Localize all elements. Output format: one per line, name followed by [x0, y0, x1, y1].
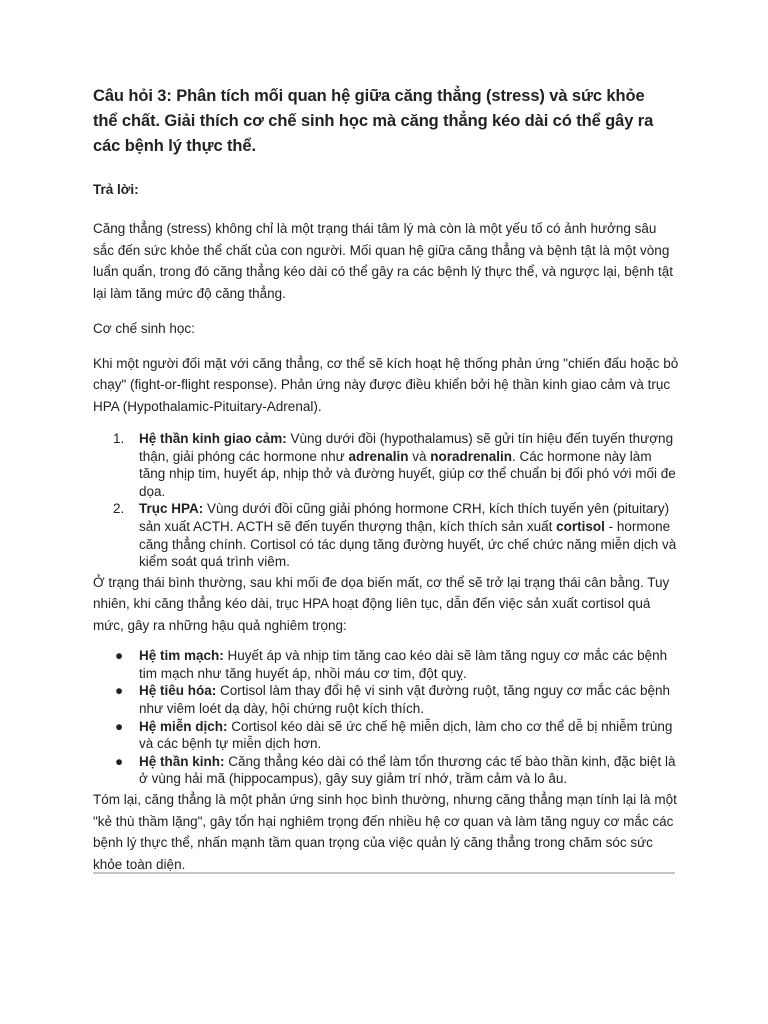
bullet-icon: ●: [115, 683, 124, 699]
item-bold-term: adrenalin: [348, 448, 409, 464]
bullet-icon: ●: [115, 718, 124, 734]
intro-paragraph: Căng thẳng (stress) không chỉ là một trạng thái tâm lý mà còn là một yếu tố có ảnh hưởng sâu sắc đến sức khỏe thể chất của con người. Mối quan hệ giữa căng thẳng và bệnh tật là một vòng luẩn quẩn, trong đó căng thẳng kéo dài có thể gây ra các bệnh lý thực thể, và ngược lại, bệnh tật lại làm tăng mức độ căng thẳng.: [93, 221, 674, 301]
conclusion-paragraph: Tóm lại, căng thẳng là một phản ứng sinh học bình thường, nhưng căng thẳng mạn tính lại là một "kẻ thù thầm lặng", gây tổn hại nghiêm trọng đến nhiều hệ cơ quan và làm tăng nguy cơ mắc các bệnh lý thực thể, nhấn mạnh tầm quan trọng của việc quản lý căng thẳng trong chăm sóc sức khỏe toàn diện.: [93, 792, 677, 872]
list-item: [93, 430, 679, 500]
item-title: Trục HPA:: [139, 501, 204, 517]
item-title: Hệ tiêu hóa:: [139, 683, 217, 699]
mechanism-label: Cơ chế sinh học:: [93, 321, 195, 336]
question-line-1: Câu hỏi 3: Phân tích mối quan hệ giữa căng thẳng (stress) và sức khỏe: [93, 87, 645, 105]
item-bold-term: noradrenalin: [430, 448, 512, 464]
question-line-3: các bệnh lý thực thể.: [93, 137, 256, 155]
bullet-icon: ●: [115, 648, 124, 664]
list-item: [93, 753, 679, 788]
item-text: - hormone căng thẳng chính. Cortisol có tác dụng tăng đường huyết, ức chế chức năng miễn dịch và kiểm soát quá trình viêm.: [139, 518, 677, 570]
fight-or-flight-paragraph: Khi một người đối mặt với căng thẳng, cơ thể sẽ kích hoạt hệ thống phản ứng "chiến đấu hoặc bỏ chạy" (fight-or-flight response). Phản ứng này được điều khiển bởi hệ thần kinh giao cảm và trục HPA (Hypothalamic-Pituitary-Adrenal).: [93, 355, 679, 414]
consequences-list: [93, 647, 679, 788]
answer-label: Trả lời:: [93, 182, 139, 197]
list-number: 1.: [113, 431, 125, 446]
list-item: [93, 500, 679, 570]
list-item: [93, 682, 679, 717]
item-title: Hệ thần kinh:: [139, 753, 225, 769]
horizontal-divider: [93, 872, 675, 874]
document-body: [93, 84, 679, 875]
item-text: Cortisol làm thay đổi hệ vi sinh vật đường ruột, tăng nguy cơ mắc các bệnh như viêm loét dạ dày, hội chứng ruột kích thích.: [139, 683, 670, 717]
list-number: 2.: [113, 501, 125, 517]
mechanism-list: [93, 430, 679, 571]
item-text: và: [408, 448, 431, 464]
item-text: Cortisol kéo dài sẽ ức chế hệ miễn dịch, làm cho cơ thể dễ bị nhiễm trùng và các bệnh tự miễn dịch hơn.: [139, 718, 673, 752]
item-text: Vùng dưới đồi (hypothalamus) sẽ gửi tín hiệu đến tuyến thượng thận, giải phóng các hormone như: [139, 431, 674, 464]
question-heading: [93, 84, 679, 159]
item-text: . Các hormone này làm tăng nhịp tim, huyết áp, nhịp thở và đường huyết, giúp cơ thể chuẩn bị đối phó với mối đe dọa.: [139, 448, 676, 499]
item-title: Hệ tim mạch:: [139, 648, 224, 664]
item-title: Hệ miễn dịch:: [139, 718, 228, 734]
bullet-icon: ●: [115, 753, 124, 769]
question-line-2: thể chất. Giải thích cơ chế sinh học mà căng thẳng kéo dài có thể gây ra: [93, 112, 654, 130]
item-text: Vùng dưới đồi cũng giải phóng hormone CRH, kích thích tuyến yên (pituitary) sản xuất ACTH. ACTH sẽ đến tuyến thượng thận, kích thích sản xuất: [139, 501, 670, 534]
item-text: Huyết áp và nhịp tim tăng cao kéo dài sẽ làm tăng nguy cơ mắc các bệnh tim mạch như tăng huyết áp, nhồi máu cơ tim, đột quỵ.: [139, 648, 668, 681]
list-item: [93, 718, 679, 753]
consequences-paragraph: Ở trạng thái bình thường, sau khi mối đe dọa biến mất, cơ thể sẽ trở lại trạng thái cân bằng. Tuy nhiên, khi căng thẳng kéo dài, trục HPA hoạt động liên tục, dẫn đến việc sản xuất cortisol quá mức, gây ra những hậu quả nghiêm trọng:: [93, 574, 670, 633]
item-bold-term: cortisol: [556, 518, 605, 534]
list-item: [93, 647, 679, 682]
item-text: Căng thẳng kéo dài có thể làm tổn thương các tế bào thần kinh, đặc biệt là ở vùng hải mã (hippocampus), gây suy giảm trí nhớ, trầm cảm và lo âu.: [139, 753, 676, 787]
item-title: Hệ thần kinh giao cảm:: [139, 431, 287, 446]
